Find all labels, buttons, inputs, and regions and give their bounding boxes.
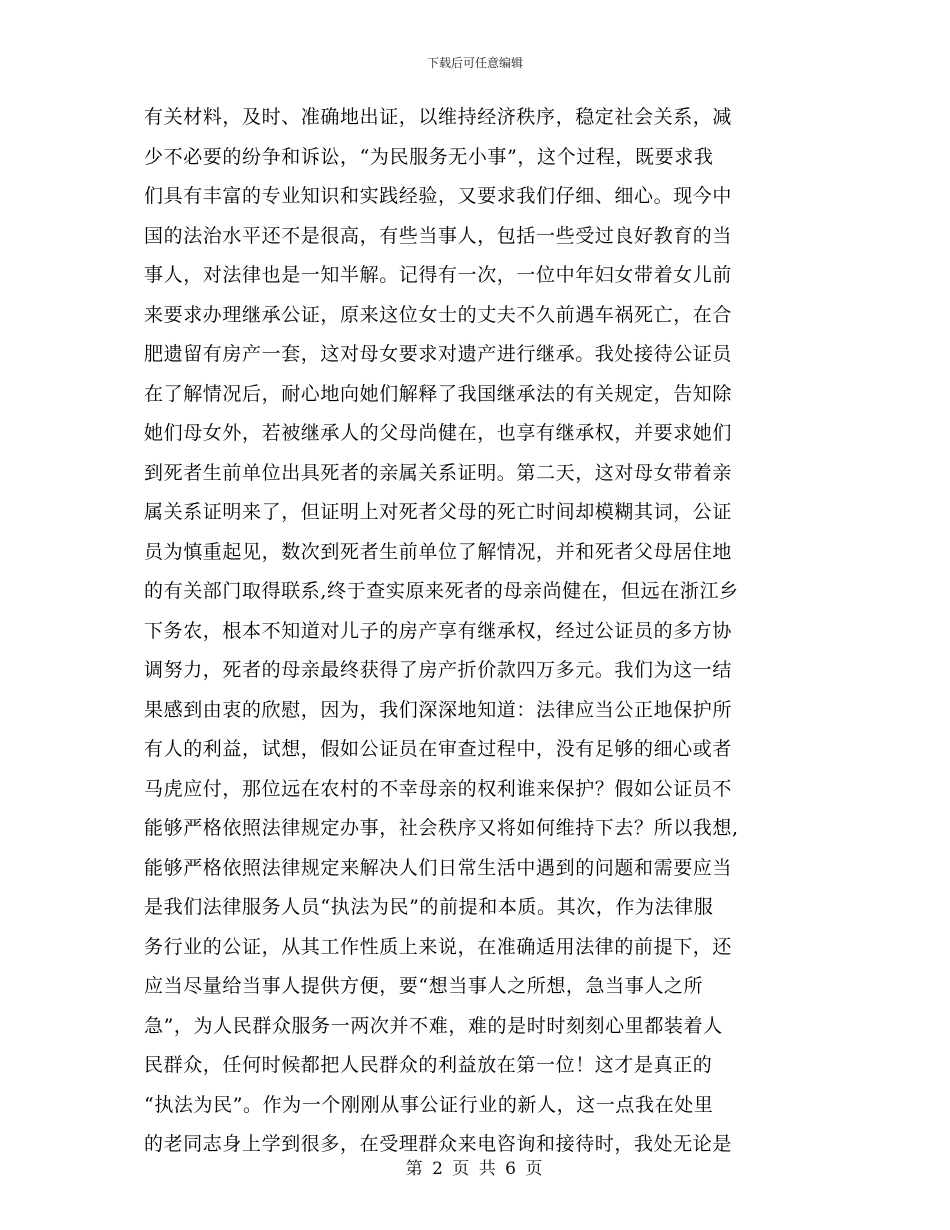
paragraph-line: 急”，为人民群众服务一两次并不难，难的是时时刻刻心里都装着人 — [144, 1014, 723, 1037]
paragraph-line: 务行业的公证，从其工作性质上来说，在准确适用法律的前提下，还 — [144, 935, 733, 958]
paragraph-line: 她们母女外，若被继承人的父母尚健在，也享有继承权，并要求她们 — [144, 422, 733, 444]
paragraph-line: 国的法治水平还不是很高，有些当事人，包括一些受过良好教育的当 — [144, 224, 733, 247]
paragraph-line: 能够严格依照法律规定办事，社会秩序又将如何维持下去？所以我想, — [144, 817, 739, 839]
paragraph-line: 到死者生前单位出具死者的亲属关系证明。第二天，这对母女带着亲 — [144, 461, 733, 484]
paragraph-line: 们具有丰富的专业知识和实践经验，又要求我们仔细、细心。现今中 — [144, 185, 733, 207]
paragraph-line: 的有关部门取得联系,终于查实原来死者的母亲尚健在，但远在浙江乡 — [144, 580, 739, 602]
paragraph-line: 属关系证明来了，但证明上对死者父母的死亡时间却模糊其词，公证 — [144, 501, 733, 523]
page-number: 第 2 页 共 6 页 — [405, 1159, 545, 1179]
paragraph-line: 有关材料，及时、准确地出证，以维持经济秩序，稳定社会关系，减 — [144, 106, 733, 128]
paragraph-line: 下务农，根本不知道对儿子的房产享有继承权，经过公证员的多方协 — [144, 619, 733, 642]
document-body — [144, 98, 804, 1165]
paragraph-line: 果感到由衷的欣慰，因为，我们深深地知道：法律应当公正地保护所 — [144, 698, 733, 721]
paragraph-line: 马虎应付，那位远在农村的不幸母亲的权利谁来保护？假如公证员不 — [144, 777, 733, 800]
paragraph-line: 有人的利益，试想，假如公证员在审查过程中，没有足够的细心或者 — [144, 738, 733, 760]
paragraph-line: 应当尽量给当事人提供方便，要“想当事人之所想，急当事人之所 — [144, 975, 704, 997]
paragraph-line: 事人，对法律也是一知半解。记得有一次，一位中年妇女带着女儿前 — [144, 264, 733, 286]
page-header-note: 下载后可任意编辑 — [426, 56, 523, 70]
paragraph-line: 民群众，任何时候都把人民群众的利益放在第一位！这才是真正的 — [144, 1054, 713, 1076]
paragraph-line: 的老同志身上学到很多，在受理群众来电咨询和接待时，我处无论是 — [144, 1133, 733, 1155]
paragraph-line: 少不必要的纷争和诉讼，“为民服务无小事”，这个过程，既要求我 — [144, 145, 714, 168]
paragraph-line: 来要求办理继承公证，原来这位女士的丈夫不久前遇车祸死亡，在合 — [144, 303, 733, 326]
paragraph-line: 能够严格依照法律规定来解决人们日常生活中遇到的问题和需要应当 — [144, 856, 733, 879]
paragraph-line: 是我们法律服务人员“执法为民”的前提和本质。其次，作为法律服 — [144, 896, 714, 918]
paragraph-line: 肥遗留有房产一套，这对母女要求对遗产进行继承。我处接待公证员 — [144, 343, 733, 365]
paragraph-line: “执法为民”。作为一个刚刚从事公证行业的新人，这一点我在处里 — [144, 1093, 714, 1116]
paragraph-line: 员为慎重起见，数次到死者生前单位了解情况，并和死者父母居住地 — [144, 540, 733, 563]
paragraph-line: 在了解情况后，耐心地向她们解释了我国继承法的有关规定，告知除 — [144, 382, 733, 405]
paragraph-line: 调努力，死者的母亲最终获得了房产折价款四万多元。我们为这一结 — [144, 659, 733, 681]
